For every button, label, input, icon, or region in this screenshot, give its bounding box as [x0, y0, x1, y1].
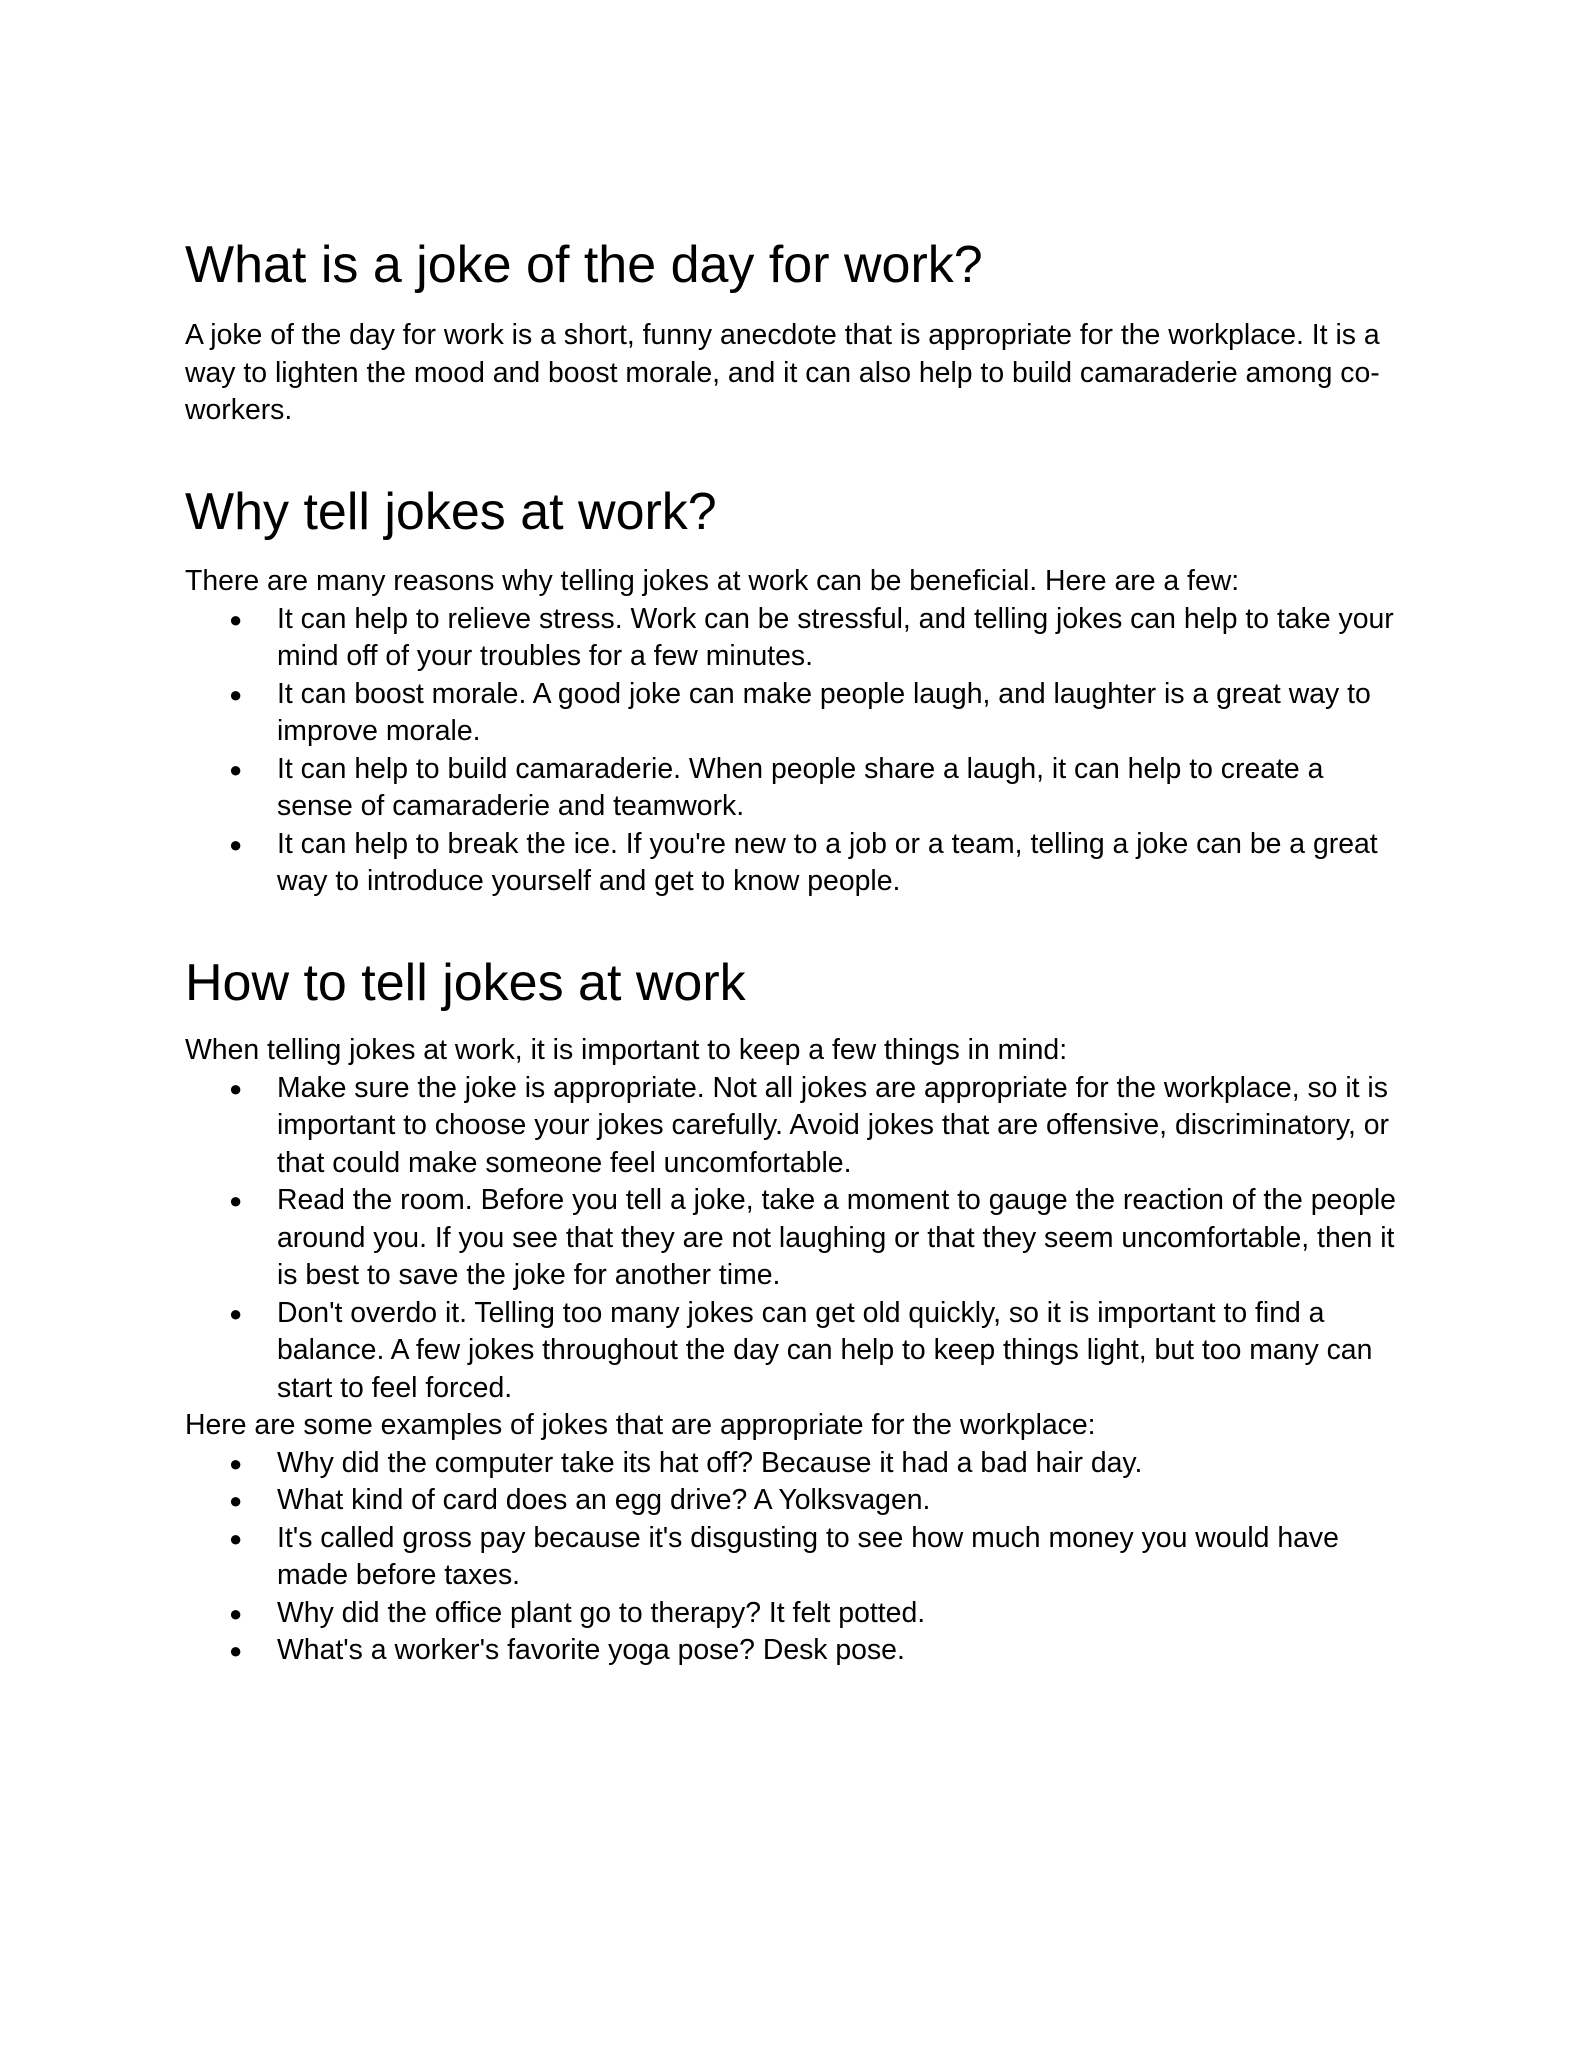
bullet-icon: ●	[229, 1300, 243, 1326]
bullet-icon: ●	[229, 1525, 243, 1551]
bullet-icon: ●	[229, 831, 243, 857]
bullet-icon: ●	[229, 1075, 243, 1101]
why-list	[185, 601, 1400, 901]
joke-item	[185, 1520, 1400, 1595]
list-item-text: Make sure the joke is appropriate. Not all jokes are appropriate for the workplace, so it is important to choose your jokes carefully. Avoid jokes that are offensive, discriminatory, or that could make someone feel uncomfortable.	[277, 1071, 1389, 1179]
bullet-icon: ●	[229, 681, 243, 707]
joke-item	[185, 1632, 1400, 1670]
joke-text: Why did the office plant go to therapy? It felt potted.	[277, 1596, 926, 1629]
list-item	[185, 751, 1400, 826]
bullet-icon: ●	[229, 1450, 243, 1476]
list-item	[185, 601, 1400, 676]
list-item-text: Read the room. Before you tell a joke, take a moment to gauge the reaction of the people around you. If you see that they are not laughing or that they seem uncomfortable, then it is best to save the joke for another time.	[277, 1184, 1396, 1291]
list-item	[185, 1182, 1400, 1295]
joke-item	[185, 1445, 1400, 1483]
list-item-text: It can help to break the ice. If you're new to a job or a team, telling a joke can be a great way to introduce yourself and get to know people.	[277, 827, 1378, 897]
list-item	[185, 826, 1400, 901]
joke-text: What's a worker's favorite yoga pose? Desk pose.	[277, 1634, 905, 1666]
bullet-icon: ●	[229, 1638, 243, 1663]
heading-what-is: What is a joke of the day for work?	[185, 236, 983, 294]
bullet-icon: ●	[229, 1188, 243, 1213]
joke-item	[185, 1595, 1400, 1633]
bullet-icon: ●	[229, 756, 243, 782]
bullet-icon: ●	[229, 1600, 243, 1626]
list-item	[185, 1070, 1400, 1183]
joke-text: Why did the computer take its hat off? Because it had a bad hair day.	[277, 1446, 1143, 1479]
list-item-text: It can help to build camaraderie. When people share a laugh, it can help to create a sense of camaraderie and teamwork.	[277, 752, 1324, 822]
why-section-body	[185, 563, 1400, 901]
bullet-icon: ●	[229, 606, 243, 632]
heading-why: Why tell jokes at work?	[185, 483, 717, 541]
how-section-body	[185, 1032, 1400, 1670]
list-item-text: Don't overdo it. Telling too many jokes can get old quickly, so it is important to find a balance. A few jokes throughout the day can help to keep things light, but too many can start to feel forced.	[277, 1296, 1373, 1404]
joke-item	[185, 1482, 1400, 1520]
how-list	[185, 1070, 1400, 1408]
examples-list	[185, 1445, 1400, 1670]
heading-how: How to tell jokes at work	[185, 954, 746, 1012]
list-item-text: It can boost morale. A good joke can make people laugh, and laughter is a great way to improve morale.	[277, 677, 1371, 747]
bullet-icon: ●	[229, 1488, 243, 1513]
joke-text: What kind of card does an egg drive? A Yolksvagen.	[277, 1484, 931, 1516]
examples-intro: Here are some examples of jokes that are appropriate for the workplace:	[185, 1409, 1096, 1441]
list-item	[185, 676, 1400, 751]
paragraph-definition: A joke of the day for work is a short, funny anecdote that is appropriate for the workplace. It is a way to lighten the mood and boost morale, and it can also help to build camaraderie among co-workers.	[185, 319, 1380, 426]
joke-text: It's called gross pay because it's disgusting to see how much money you would have made before taxes.	[277, 1521, 1339, 1591]
list-item	[185, 1295, 1400, 1408]
why-intro: There are many reasons why telling jokes at work can be beneficial. Here are a few:	[185, 565, 1240, 597]
list-item-text: It can help to relieve stress. Work can be stressful, and telling jokes can help to take your mind off of your troubles for a few minutes.	[277, 602, 1394, 672]
how-intro: When telling jokes at work, it is important to keep a few things in mind:	[185, 1034, 1068, 1066]
